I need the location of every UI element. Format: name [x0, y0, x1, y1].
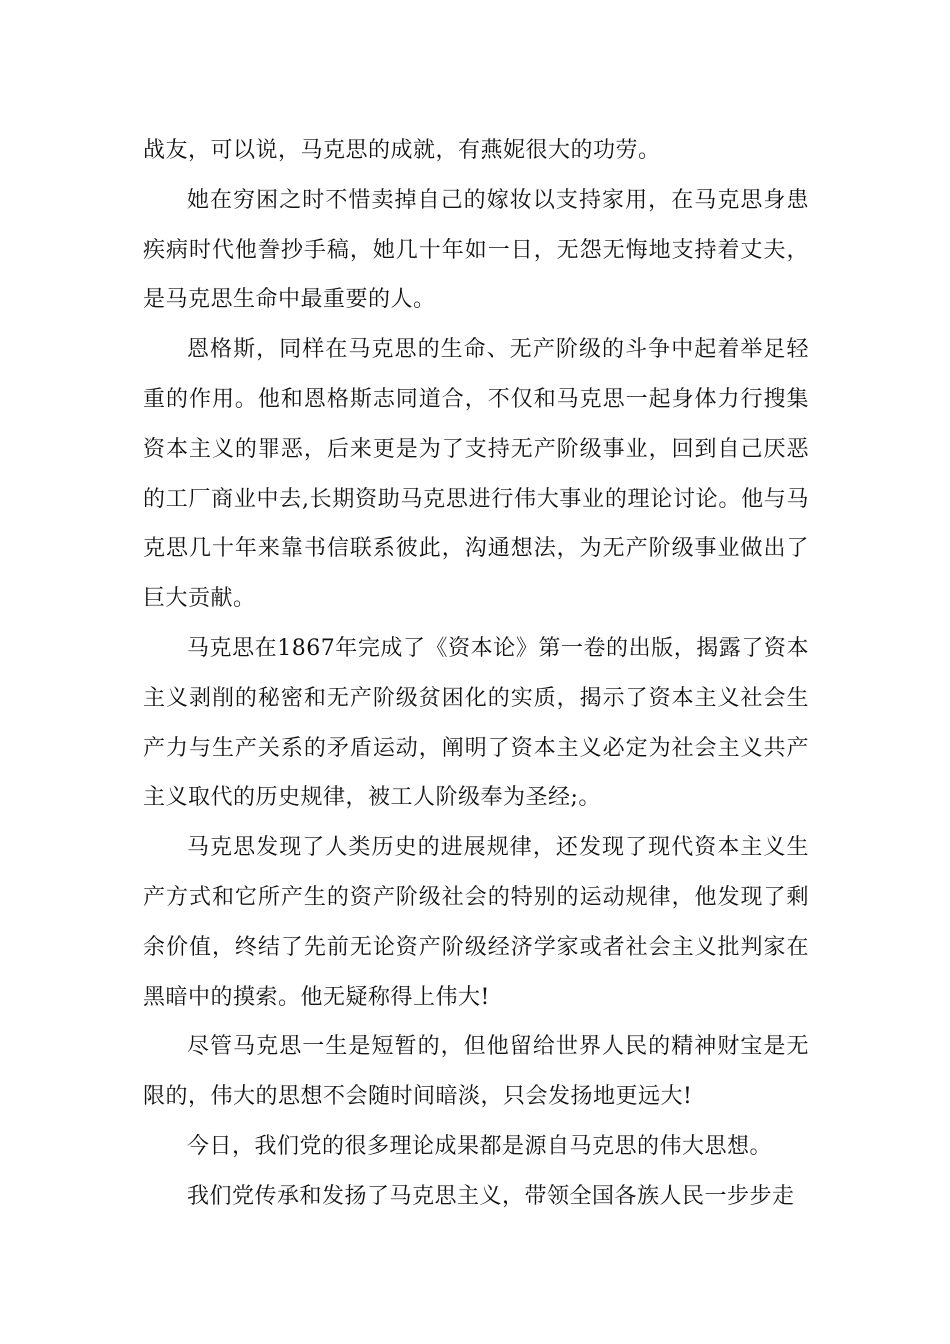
paragraph: 恩格斯，同样在马克思的生命、无产阶级的斗争中起着举足轻重的作用。他和恩格斯志同道合，不仅和马克思一起身体力行搜集资本主义的罪恶，后来更是为了支持无产阶级事业，回到自己厌恶的工厂商业中去,长期资助马克思进行伟大事业的理论讨论。他与马克思几十年来靠书信联系彼此，沟通想法，为无产阶级事业做出了巨大贡献。: [143, 337, 809, 612]
paragraph: 马克思发现了人类历史的进展规律，还发现了现代资本主义生产方式和它所产生的资产阶级社会的特别的运动规律，他发现了剩余价值，终结了先前无论资产阶级经济学家或者社会主义批判家在黑暗中的摸索。他无疑称得上伟大!: [143, 835, 809, 1010]
paragraph: 我们党传承和发扬了马克思主义，带领全国各族人民一步步走: [187, 1183, 795, 1209]
paragraph: 她在穷困之时不惜卖掉自己的嫁妆以支持家用，在马克思身患疾病时代他誊抄手稿，她几十年如一日，无怨无悔地支持着丈夫，是马克思生命中最重要的人。: [143, 187, 809, 313]
paragraph-continued: 战友，可以说，马克思的成就，有燕妮很大的功劳。: [143, 138, 661, 163]
paragraph: 尽管马克思一生是短暂的，但他留给世界人民的精神财宝是无限的，伟大的思想不会随时间暗淡，只会发扬地更远大!: [143, 1034, 809, 1110]
document-body: [143, 126, 809, 1222]
paragraph: 今日，我们党的很多理论成果都是源自马克思的伟大思想。: [187, 1133, 773, 1159]
paragraph: 马克思在1867年完成了《资本论》第一卷的出版，揭露了资本主义剥削的秘密和无产阶级贫困化的实质，揭示了资本主义社会生产力与生产关系的矛盾运动，阐明了资本主义必定为社会主义共产主义取代的历史规律，被工人阶级奉为圣经;。: [143, 635, 809, 811]
